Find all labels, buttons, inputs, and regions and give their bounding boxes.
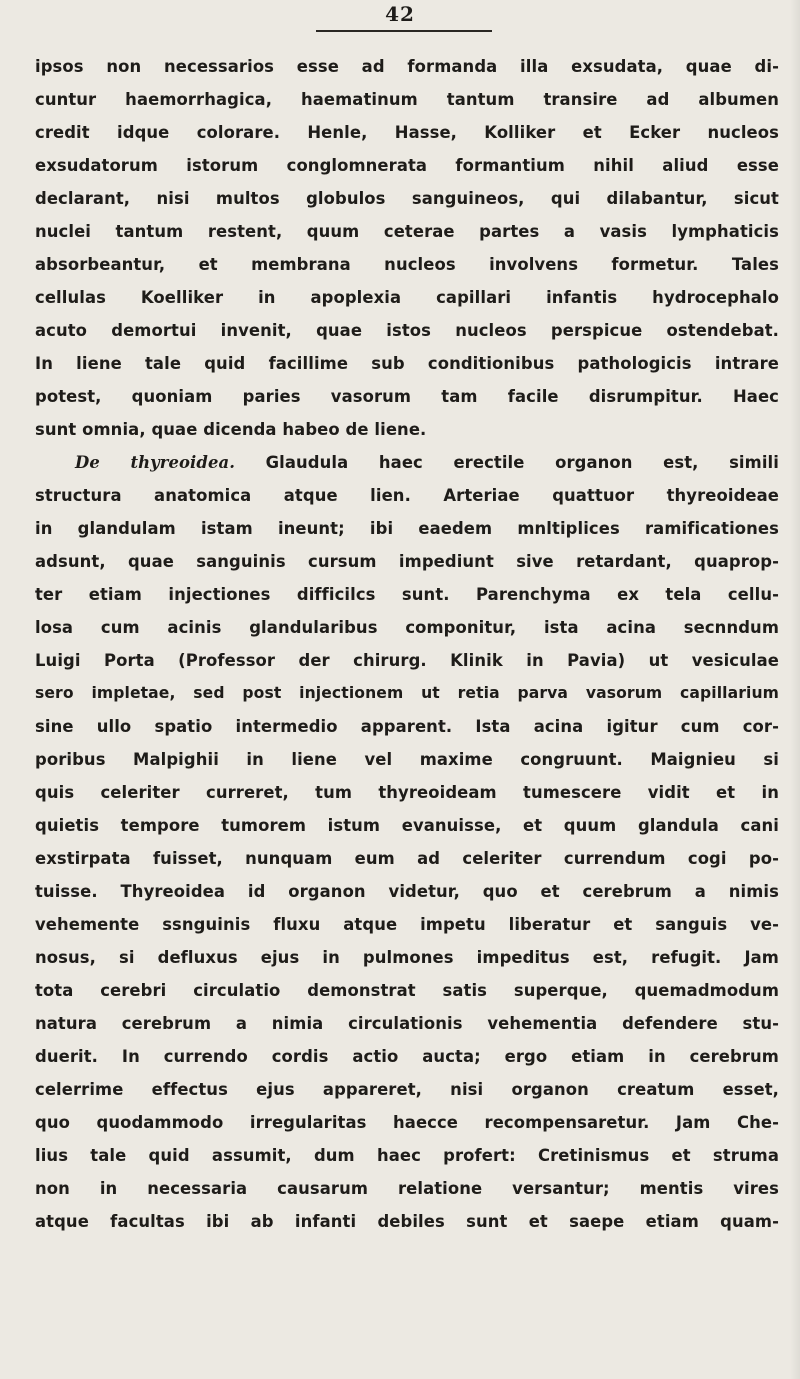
text-line: adsunt, quae sanguinis cursum impediunt sive retardant, quaprop-: [35, 552, 779, 571]
text-line: acuto demortui invenit, quae istos nucleos perspicue ostendebat.: [35, 321, 779, 340]
text-line: poribus Malpighii in liene vel maxime congruunt. Maignieu si: [35, 750, 779, 769]
text-line: losa cum acinis glandularibus componitur, ista acina secnndum: [35, 618, 779, 637]
text-line: tuisse. Thyreoidea id organon videtur, quo et cerebrum a nimis: [35, 882, 779, 901]
text-line: exstirpata fuisset, nunquam eum ad celeriter currendum cogi po-: [35, 849, 779, 868]
text-line: cuntur haemorrhagica, haematinum tantum transire ad albumen: [35, 90, 779, 109]
text-line: atque facultas ibi ab infanti debiles sunt et saepe etiam quam-: [35, 1212, 779, 1231]
text-line: Luigi Porta (Professor der chirurg. Klinik in Pavia) ut vesiculae: [35, 651, 779, 670]
text-line: exsudatorum istorum conglomnerata formantium nihil aliud esse: [35, 156, 779, 175]
text-line: tota cerebri circulatio demonstrat satis superque, quemadmodum: [35, 981, 779, 1000]
text-line: cellulas Koelliker in apoplexia capillari infantis hydrocephalo: [35, 288, 779, 307]
header-rule: [316, 30, 492, 32]
text-line: credit idque colorare. Henle, Hasse, Kolliker et Ecker nucleos: [35, 123, 779, 142]
text-line: absorbeantur, et membrana nucleos involvens formetur. Tales: [35, 255, 779, 274]
text-line: lius tale quid assumit, dum haec profert: Cretinismus et struma: [35, 1146, 779, 1165]
page-edge-shadow: [790, 0, 800, 1379]
text-line: In liene tale quid facillime sub conditionibus pathologicis intrare: [35, 354, 779, 373]
text-line: quis celeriter curreret, tum thyreoideam tumescere vidit et in: [35, 783, 779, 802]
text-line: sunt omnia, quae dicenda habeo de liene.: [35, 420, 427, 439]
text-line: in glandulam istam ineunt; ibi eaedem mnltiplices ramificationes: [35, 519, 779, 538]
section-first-line-text: Glaudula haec erectile organon est, simili: [265, 453, 779, 472]
text-line: ipsos non necessarios esse ad formanda illa exsudata, quae di-: [35, 57, 779, 76]
text-line: celerrime effectus ejus appareret, nisi organon creatum esset,: [35, 1080, 779, 1099]
text-line: sero impletae, sed post injectionem ut retia parva vasorum capillarium: [35, 684, 779, 702]
text-line: quietis tempore tumorem istum evanuisse, et quum glandula cani: [35, 816, 779, 835]
text-line: declarant, nisi multos globulos sanguineos, qui dilabantur, sicut: [35, 189, 779, 208]
section-first-line: [35, 446, 779, 479]
text-line: duerit. In currendo cordis actio aucta; ergo etiam in cerebrum: [35, 1047, 779, 1066]
page-number: 42: [385, 2, 415, 26]
text-line: potest, quoniam paries vasorum tam facile disrumpitur. Haec: [35, 387, 779, 406]
text-line: structura anatomica atque lien. Arteriae quattuor thyreoideae: [35, 486, 779, 505]
text-line: vehemente ssnguinis fluxu atque impetu liberatur et sanguis ve-: [35, 915, 779, 934]
body-text: [35, 50, 779, 1238]
text-line: sine ullo spatio intermedio apparent. Ista acina igitur cum cor-: [35, 717, 779, 736]
text-line: ter etiam injectiones difficilcs sunt. Parenchyma ex tela cellu-: [35, 585, 779, 604]
section-heading: De thyreoidea.: [75, 453, 235, 472]
text-line: non in necessaria causarum relatione versantur; mentis vires: [35, 1179, 779, 1198]
text-line: natura cerebrum a nimia circulationis vehementia defendere stu-: [35, 1014, 779, 1033]
text-line: quo quodammodo irregularitas haecce recompensaretur. Jam Che-: [35, 1113, 779, 1132]
text-line: nuclei tantum restent, quum ceterae partes a vasis lymphaticis: [35, 222, 779, 241]
text-line: nosus, si defluxus ejus in pulmones impeditus est, refugit. Jam: [35, 948, 779, 967]
